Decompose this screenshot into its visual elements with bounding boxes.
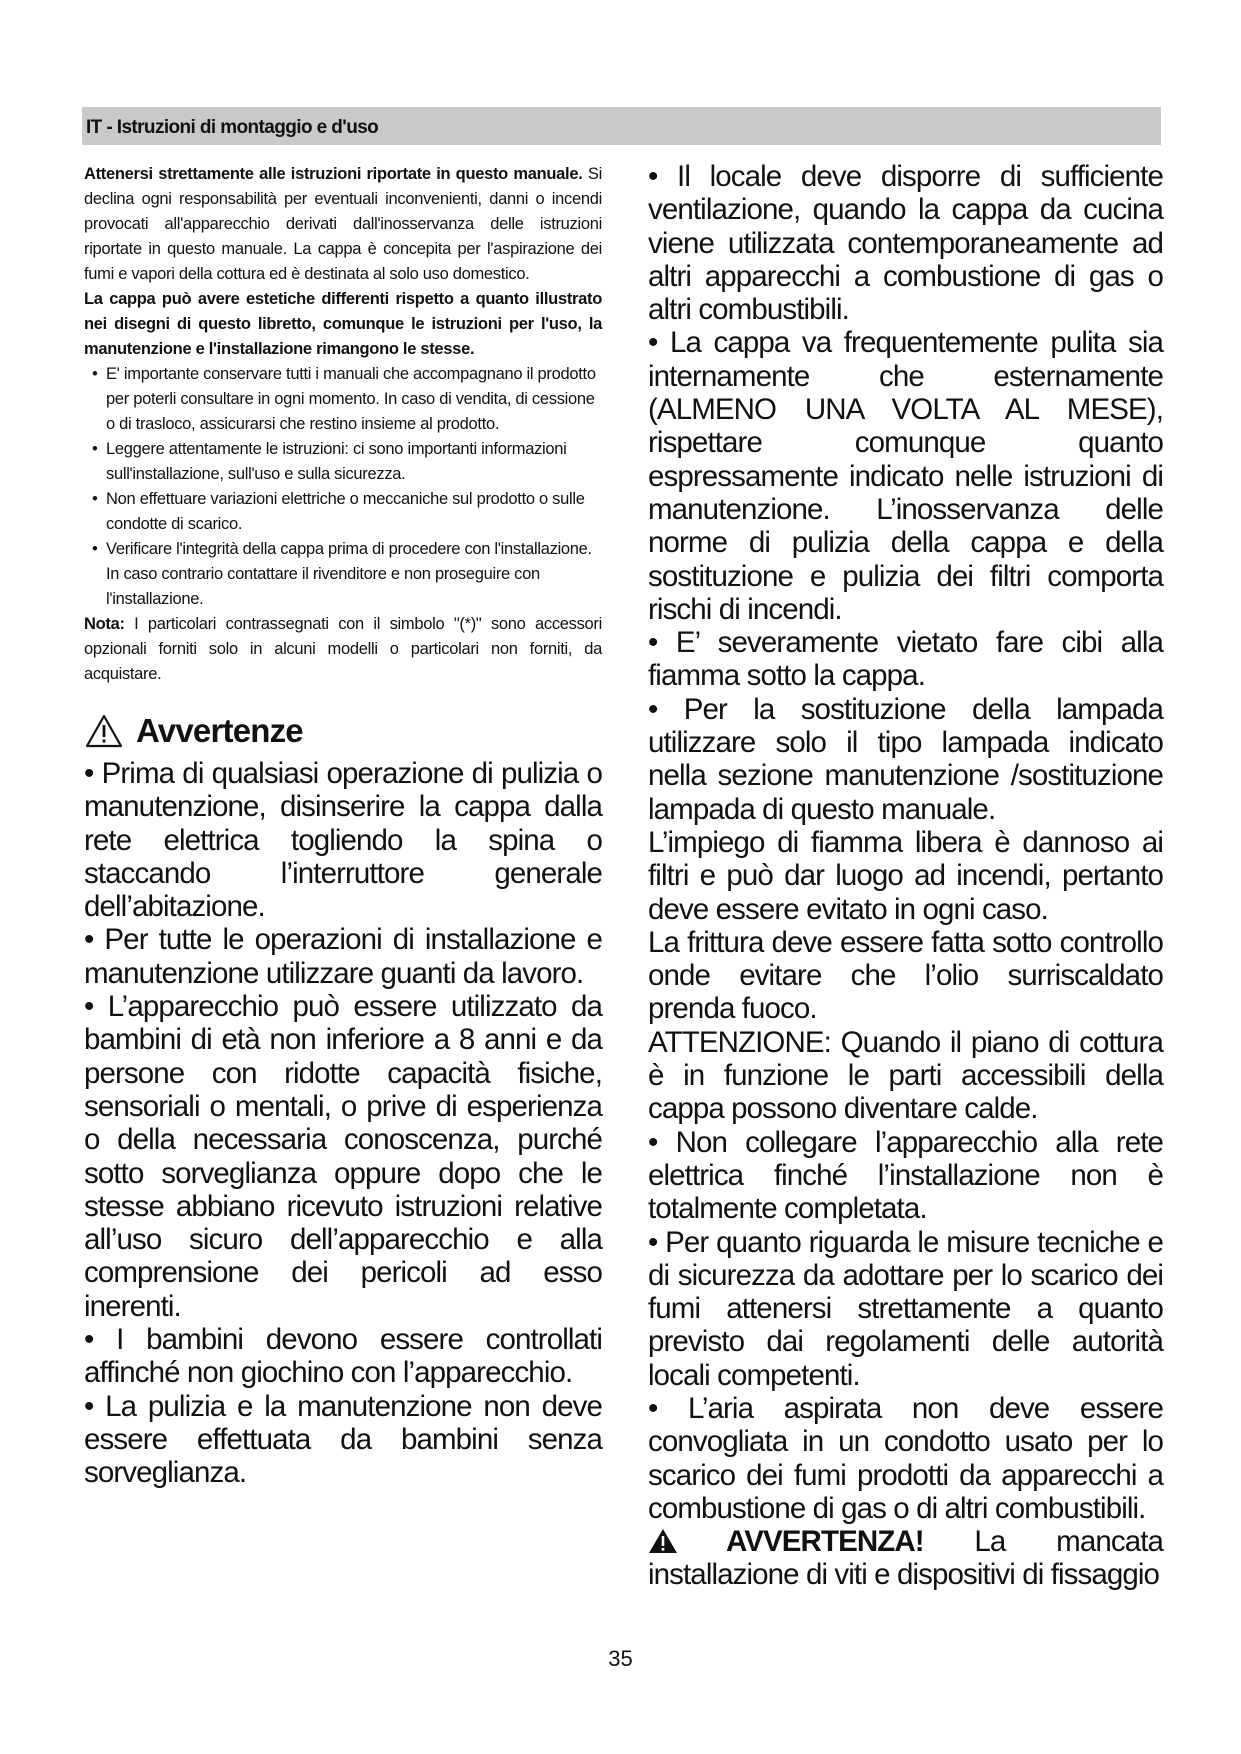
warnings-heading: [84, 709, 602, 753]
warning-triangle-icon: [84, 713, 124, 749]
warning-paragraph: • E’ severamente vietato fare cibi alla fiamma sotto la cappa.: [648, 626, 1163, 693]
section-header: [82, 107, 1161, 145]
warning-paragraph: • Il locale deve disporre di sufficiente ventilazione, quando la cappa da cucina viene utilizzata contemporaneamente ad altri apparecchi a combustione di gas o altri combustibili.: [648, 160, 1163, 327]
intro-bold-paragraph: La cappa può avere estetiche differenti rispetto a quanto illustrato nei disegni di questo libretto, comunque le istruzioni per l'uso, la manutenzione e l'installazione rimangono le stesse.: [84, 290, 602, 358]
warnings-title: Avvertenze: [136, 712, 303, 749]
page-number: 35: [608, 1646, 633, 1671]
warning-paragraph: • La cappa va frequentemente pulita sia internamente che esternamente (ALMENO UNA VOLTA AL MESE), rispettare comunque quanto espressamente indicato nelle istruzioni di manutenzione. L’inosservanza delle norme di pulizia della cappa e della sostituzione e pulizia dei filtri comporta rischi di incendi.: [648, 326, 1163, 626]
warning-paragraph: • Per tutte le operazioni di installazione e manutenzione utilizzare guanti da lavoro.: [84, 923, 602, 990]
bullet-item: • E' importante conservare tutti i manuali che accompagnano il prodotto per poterli consultare in ogni momento. In caso di vendita, di cessione o di trasloco, assicurarsi che restino insieme al prodotto.: [92, 365, 596, 433]
filled-warning-icon: [648, 1528, 678, 1554]
warning-paragraph: La frittura deve essere fatta sotto controllo onde evitare che l’olio surriscaldato prenda fuoco.: [648, 925, 1163, 1026]
warning-paragraph: • L’apparecchio può essere utilizzato da bambini di età non inferiore a 8 anni e da persone con ridotte capacità fisiche, sensoriali o mentali, o prive di esperienza o della necessaria conoscenza, purché sotto sorveglianza oppure dopo che le stesse abbiano ricevuto istruzioni relative all’uso sicuro dell’apparecchio e alla comprensione dei pericoli ad esso inerenti.: [84, 990, 602, 1323]
bullet-item: • Non effettuare variazioni elettriche o meccaniche sul prodotto o sulle condotte di scarico.: [92, 490, 585, 533]
warning-paragraph: • I bambini devono essere controllati affinché non giochino con l’apparecchio.: [84, 1323, 602, 1390]
note-paragraph: Nota: I particolari contrassegnati con il simbolo "(*)" sono accessori opzionali forniti solo in alcuni modelli o particolari non forniti, da acquistare.: [84, 615, 602, 683]
section-title: IT - Istruzioni di montaggio e d'uso: [86, 117, 379, 138]
avvertenza-paragraph: AVVERTENZA! La mancata installazione di viti e dispositivi di fissaggio: [648, 1525, 1163, 1592]
intro-paragraph: [84, 162, 602, 287]
warning-paragraph: ATTENZIONE: Quando il piano di cottura è in funzione le parti accessibili della cappa possono diventare calde.: [648, 1025, 1163, 1126]
note-label: Nota:: [84, 615, 125, 633]
warning-paragraph: L’impiego di fiamma libera è dannoso ai filtri e può dar luogo ad incendi, pertanto deve essere evitato in ogni caso.: [648, 825, 1163, 926]
intro-text: Si declina ogni responsabilità per eventuali inconvenienti, danni o incendi provocati all'apparecchio derivati dall'inosservanza delle istruzioni riportate in questo manuale. La cappa è concepita per l'aspirazione dei fumi e vapori della cottura ed è destinata al solo uso domestico.: [84, 165, 602, 283]
warning-paragraph: • Non collegare l’apparecchio alla rete elettrica finché l’installazione non è totalmente completata.: [648, 1125, 1163, 1226]
avvertenza-label: AVVERTENZA!: [726, 1525, 924, 1559]
warning-paragraph: • La pulizia e la manutenzione non deve essere effettuata da bambini senza sorveglianza.: [84, 1389, 602, 1490]
bullet-item: • Leggere attentamente le istruzioni: ci sono importanti informazioni sull'installazione, sull'uso e sulla sicurezza.: [92, 440, 567, 483]
right-column: [648, 160, 1163, 1592]
warning-paragraph: • Per la sostituzione della lampada utilizzare solo il tipo lampada indicato nella sezione manutenzione /sostituzione lampada di questo manuale.: [648, 692, 1163, 826]
warning-paragraph: • Prima di qualsiasi operazione di pulizia o manutenzione, disinserire la cappa dalla rete elettrica togliendo la spina o staccando l’interruttore generale dell’abitazione.: [84, 757, 602, 924]
intro-bold-lead: Attenersi strettamente alle istruzioni riportate in questo manuale.: [84, 165, 583, 183]
warning-paragraph: • Per quanto riguarda le misure tecniche e di sicurezza da adottare per lo scarico dei fumi attenersi strettamente a quanto previsto dai regolamenti delle autorità locali competenti.: [648, 1225, 1163, 1392]
left-column: [84, 162, 602, 1490]
bullet-item: • Verificare l'integrità della cappa prima di procedere con l'installazione. In caso contrario contattare il rivenditore e non proseguire con l'installazione.: [92, 540, 592, 608]
warning-paragraph: • L’aria aspirata non deve essere convogliata in un condotto usato per lo scarico dei fumi prodotti da apparecchi a combustione di gas o di altri combustibili.: [648, 1391, 1163, 1525]
